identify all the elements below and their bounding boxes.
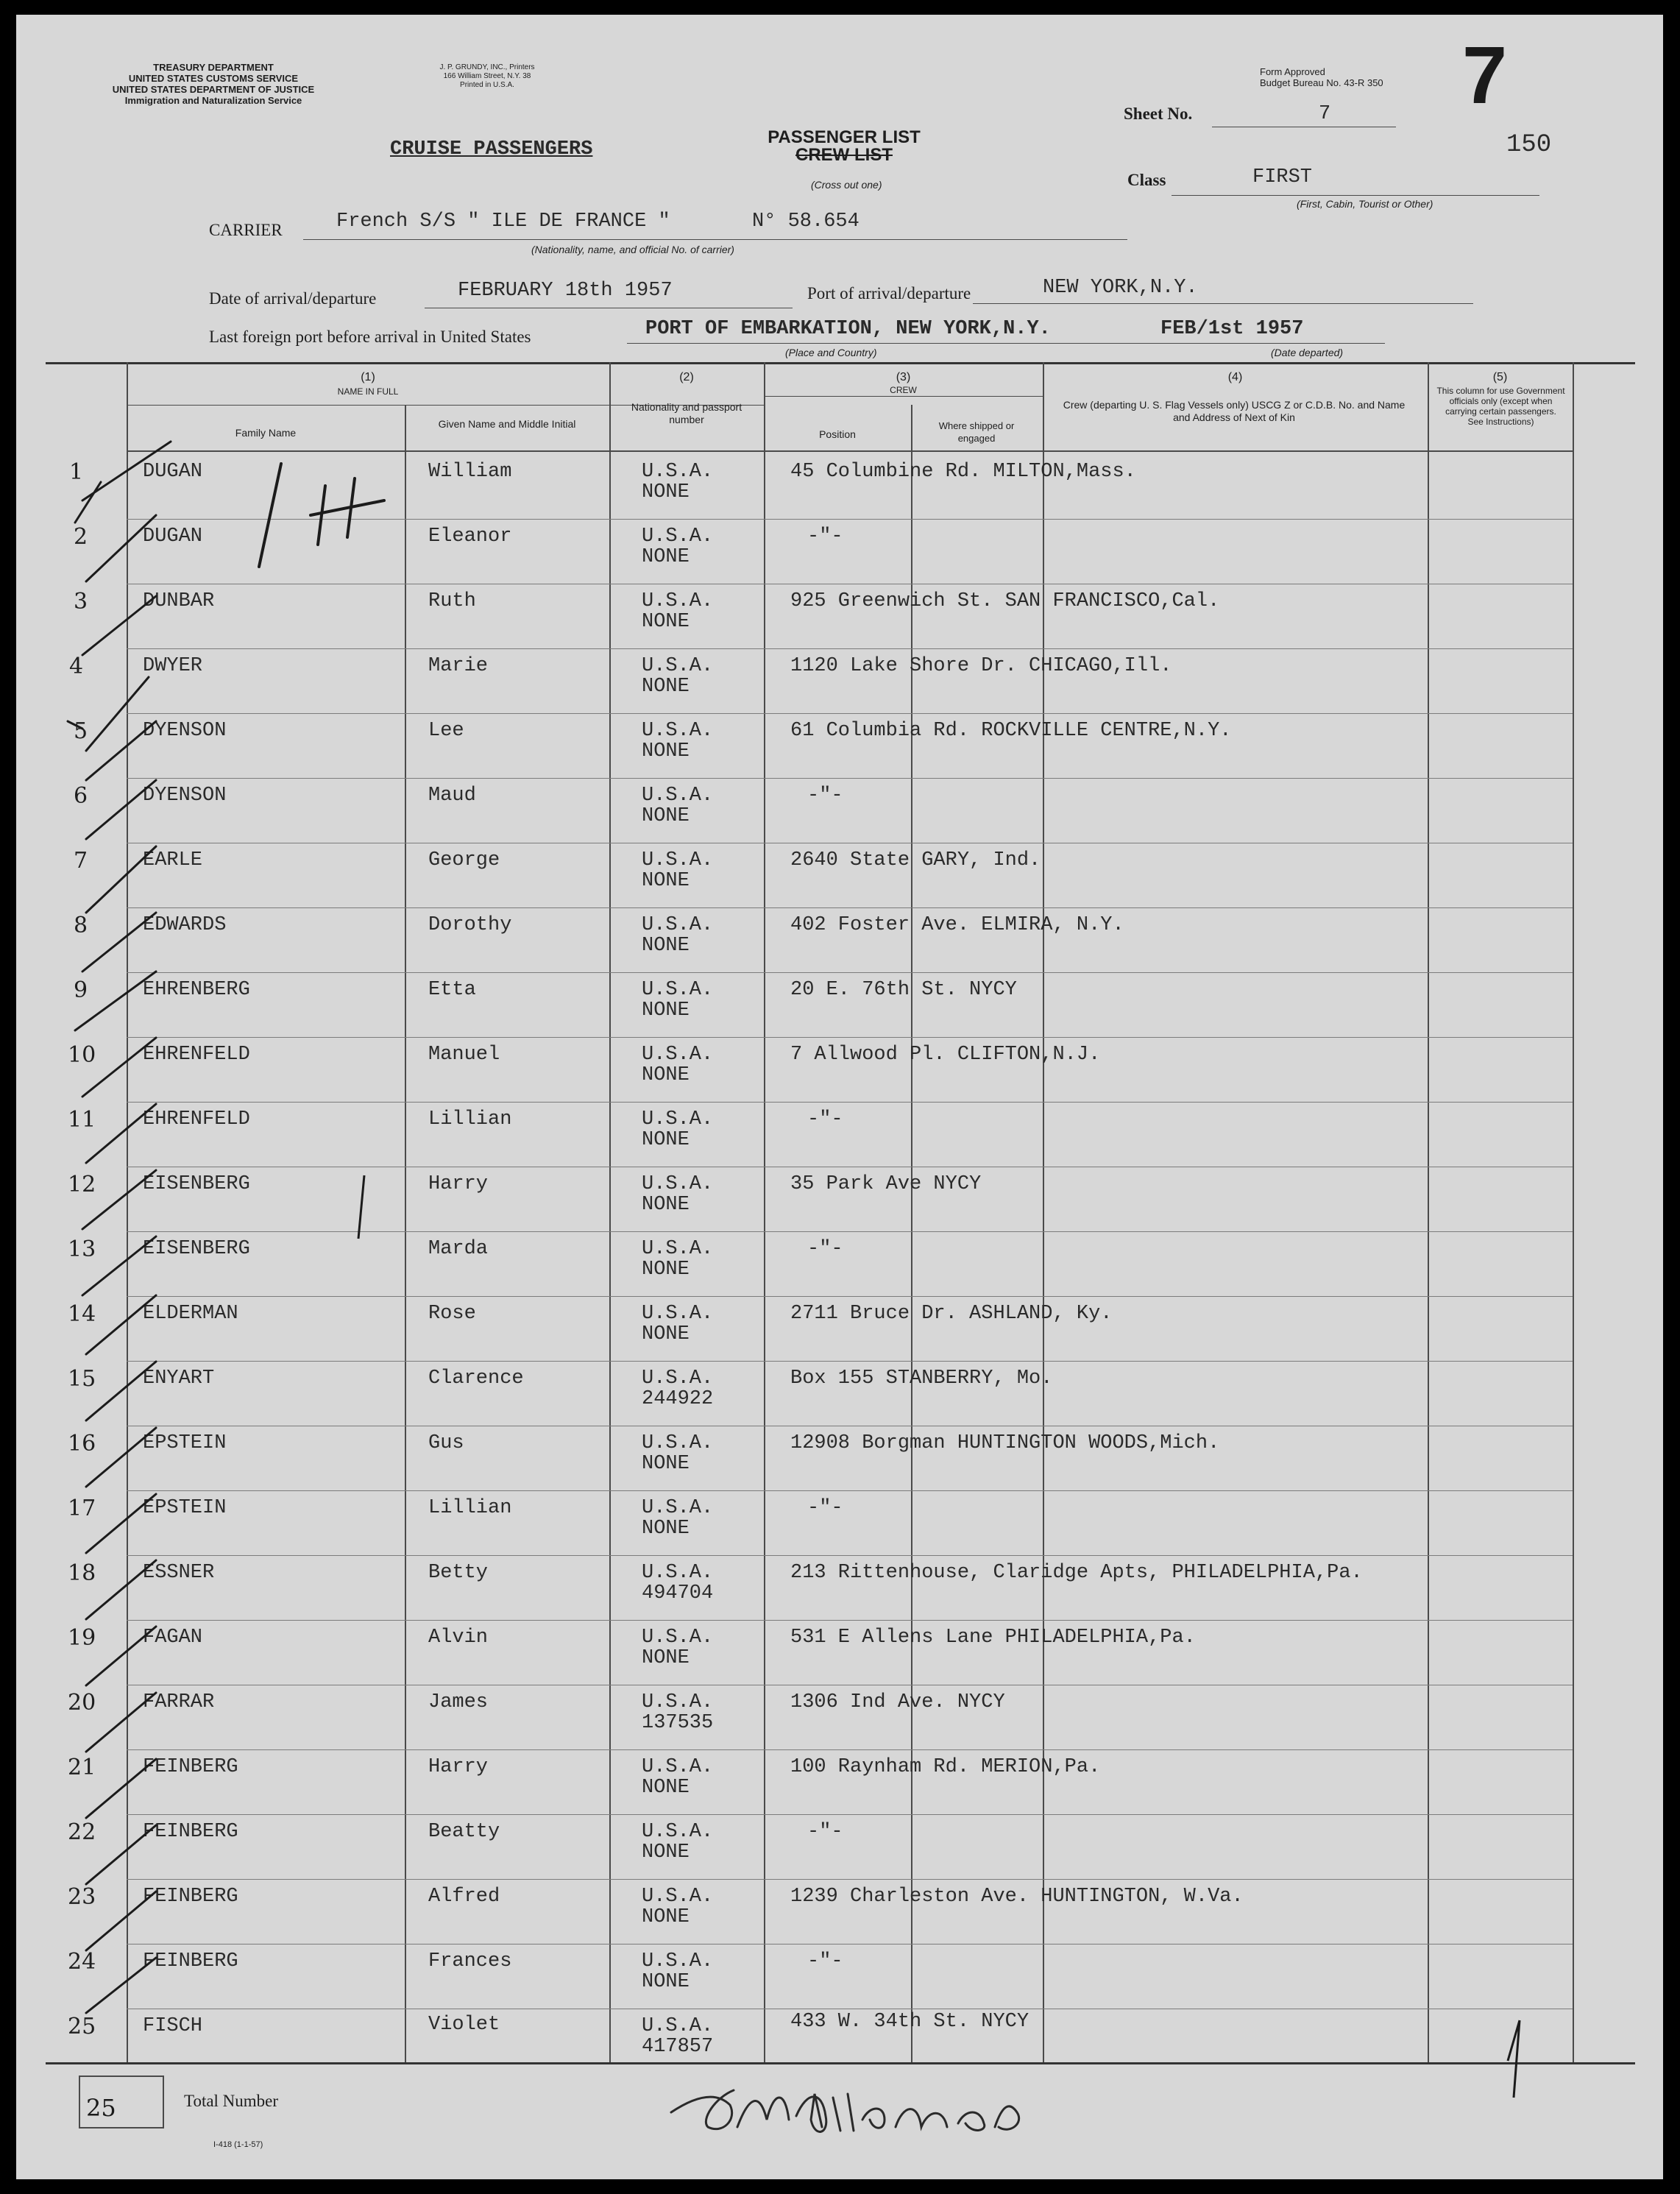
row-number: 3 xyxy=(74,589,88,615)
budget-bureau: Budget Bureau No. 43-R 350 xyxy=(1260,77,1383,88)
passport-cell: NONE xyxy=(642,805,690,827)
family-name-cell: ESSNER xyxy=(143,1562,215,1584)
passport-cell: NONE xyxy=(642,676,690,698)
row-number: 19 xyxy=(68,1625,96,1651)
family-name-cell: EISENBERG xyxy=(143,1238,250,1260)
row-number: 21 xyxy=(68,1755,96,1780)
address-cell: 1306 Ind Ave. NYCY xyxy=(790,1691,1005,1713)
family-name-header: Family Name xyxy=(235,427,297,439)
passenger-list-label: PASSENGER LIST xyxy=(768,127,921,147)
given-name-header: Given Name and Middle Initial xyxy=(438,418,576,430)
passport-cell: NONE xyxy=(642,999,690,1022)
given-name-cell: Violet xyxy=(428,2014,500,2036)
date-label: Date of arrival/departure xyxy=(209,289,377,308)
col5-title: This column for use Government officials only (except when carrying certain passengers. See Instructions) xyxy=(1436,386,1565,427)
nationality-cell: U.S.A. xyxy=(642,1691,714,1713)
given-name-cell: Harry xyxy=(428,1173,489,1195)
row-number: 23 xyxy=(68,1884,96,1910)
dept-line: Immigration and Naturalization Service xyxy=(124,95,302,106)
family-name-cell: EHRENFELD xyxy=(143,1108,250,1130)
given-name-cell: Ruth xyxy=(428,590,476,612)
nationality-cell: U.S.A. xyxy=(642,1173,714,1195)
row-number: 11 xyxy=(68,1107,96,1133)
family-name-cell: FEINBERG xyxy=(143,1821,238,1843)
carrier-value: French S/S " ILE DE FRANCE " xyxy=(336,210,670,233)
cross-out-hint: (Cross out one) xyxy=(811,179,882,191)
col2-title: Nationality and passport number xyxy=(631,401,742,425)
col5-number: (5) xyxy=(1492,371,1508,383)
address-cell: 45 Columbine Rd. MILTON,Mass. xyxy=(790,461,1136,483)
passport-cell: NONE xyxy=(642,546,690,568)
given-name-cell: Lillian xyxy=(428,1497,512,1519)
row-number: 5 xyxy=(74,718,88,744)
family-name-cell: EDWARDS xyxy=(143,914,227,936)
col4-title: Crew (departing U. S. Flag Vessels only) USCG Z or C.D.B. No. and Name and Address of Next of Kin xyxy=(1063,399,1406,423)
family-name-cell: ELDERMAN xyxy=(143,1303,238,1325)
nationality-cell: U.S.A. xyxy=(642,979,714,1001)
row-number: 6 xyxy=(74,783,88,809)
printer-line: 166 William Street, N.Y. 38 xyxy=(443,72,531,80)
last-port-label: Last foreign port before arrival in United States xyxy=(209,328,531,346)
position-header: Position xyxy=(819,428,856,440)
address-cell: 531 E Allens Lane PHILADELPHIA,Pa. xyxy=(790,1627,1196,1649)
family-name-cell: DUNBAR xyxy=(143,590,215,612)
address-cell: 2711 Bruce Dr. ASHLAND, Ky. xyxy=(790,1303,1113,1325)
passport-cell: NONE xyxy=(642,1194,690,1216)
given-name-cell: Clarence xyxy=(428,1367,524,1390)
passport-cell: NONE xyxy=(642,1777,690,1799)
department-block xyxy=(59,62,368,106)
address-cell: 7 Allwood Pl. CLIFTON,N.J. xyxy=(790,1044,1101,1066)
address-cell: 2640 State GARY, Ind. xyxy=(790,849,1041,871)
passport-cell: 137535 xyxy=(642,1712,714,1734)
row-number: 1 xyxy=(69,459,84,485)
nationality-cell: U.S.A. xyxy=(642,655,714,677)
row-number: 2 xyxy=(74,524,88,550)
family-name-cell: EPSTEIN xyxy=(143,1497,227,1519)
given-name-cell: James xyxy=(428,1691,489,1713)
nationality-cell: U.S.A. xyxy=(642,1367,714,1390)
given-name-cell: Manuel xyxy=(428,1044,500,1066)
nationality-cell: U.S.A. xyxy=(642,1821,714,1843)
family-name-cell: DWYER xyxy=(143,655,203,677)
given-name-cell: Beatty xyxy=(428,1821,500,1843)
passport-cell: NONE xyxy=(642,1906,690,1928)
passport-cell: NONE xyxy=(642,1971,690,1993)
nationality-cell: U.S.A. xyxy=(642,1497,714,1519)
row-number: 17 xyxy=(68,1496,96,1521)
given-name-cell: Maud xyxy=(428,785,476,807)
family-name-cell: EPSTEIN xyxy=(143,1432,227,1454)
passport-cell: 494704 xyxy=(642,1582,714,1604)
given-name-cell: Marda xyxy=(428,1238,489,1260)
big-sheet-number: 7 xyxy=(1462,30,1508,121)
given-name-cell: Betty xyxy=(428,1562,489,1584)
given-name-cell: George xyxy=(428,849,500,871)
address-cell: -"- xyxy=(807,785,843,807)
nationality-cell: U.S.A. xyxy=(642,1044,714,1066)
passport-cell: NONE xyxy=(642,1323,690,1345)
passport-cell: NONE xyxy=(642,935,690,957)
address-cell: 12908 Borgman HUNTINGTON WOODS,Mich. xyxy=(790,1432,1220,1454)
family-name-cell: DUGAN xyxy=(143,461,203,483)
row-number: 22 xyxy=(68,1819,96,1845)
nationality-cell: U.S.A. xyxy=(642,785,714,807)
row-number: 25 xyxy=(68,2014,96,2039)
row-number: 18 xyxy=(68,1560,96,1586)
address-cell: 402 Foster Ave. ELMIRA, N.Y. xyxy=(790,914,1124,936)
given-name-cell: Harry xyxy=(428,1756,489,1778)
address-cell: -"- xyxy=(807,1238,843,1260)
form-code: I-418 (1-1-57) xyxy=(213,2140,263,2149)
given-name-cell: Alfred xyxy=(428,1886,500,1908)
passport-cell: NONE xyxy=(642,1518,690,1540)
passport-cell: NONE xyxy=(642,1064,690,1086)
address-cell: 213 Rittenhouse, Claridge Apts, PHILADELPHIA,Pa. xyxy=(790,1562,1363,1584)
family-name-cell: EHRENFELD xyxy=(143,1044,250,1066)
list-title xyxy=(759,129,929,164)
shipped-header: Where shipped or engaged xyxy=(938,420,1015,444)
given-name-cell: Gus xyxy=(428,1432,464,1454)
col3-title: CREW xyxy=(890,385,917,395)
row12-tick xyxy=(351,1174,373,1240)
place-hint: (Place and Country) xyxy=(785,347,877,358)
nationality-cell: U.S.A. xyxy=(642,2015,714,2037)
given-name-cell: Etta xyxy=(428,979,476,1001)
nationality-cell: U.S.A. xyxy=(642,914,714,936)
family-name-cell: ENYART xyxy=(143,1367,215,1390)
given-name-cell: Lillian xyxy=(428,1108,512,1130)
col1-title: NAME IN FULL xyxy=(337,386,399,397)
address-cell: -"- xyxy=(807,1497,843,1519)
address-cell: 35 Park Ave NYCY xyxy=(790,1173,982,1195)
passport-cell: NONE xyxy=(642,611,690,633)
row-number: 9 xyxy=(74,977,88,1003)
col4-number: (4) xyxy=(1227,371,1243,383)
address-cell: 100 Raynham Rd. MERION,Pa. xyxy=(790,1756,1101,1778)
family-name-cell: FISCH xyxy=(143,2015,203,2037)
row-number: 13 xyxy=(68,1236,96,1262)
nationality-cell: U.S.A. xyxy=(642,526,714,548)
col1-number: (1) xyxy=(361,371,375,383)
date-value: FEBRUARY 18th 1957 xyxy=(458,280,673,302)
dept-line: TREASURY DEPARTMENT xyxy=(153,62,274,73)
row-number: 15 xyxy=(68,1366,96,1392)
address-cell: -"- xyxy=(807,1821,843,1843)
nationality-cell: U.S.A. xyxy=(642,1950,714,1972)
passport-cell: 244922 xyxy=(642,1388,714,1410)
carrier-hint: (Nationality, name, and official No. of carrier) xyxy=(531,244,734,255)
row-number: 8 xyxy=(74,913,88,938)
address-cell: 433 W. 34th St. NYCY xyxy=(790,2011,1029,2033)
nationality-cell: U.S.A. xyxy=(642,1432,714,1454)
passport-cell: NONE xyxy=(642,481,690,503)
given-name-cell: Eleanor xyxy=(428,526,512,548)
dept-line: UNITED STATES DEPARTMENT OF JUSTICE xyxy=(112,84,315,95)
family-name-cell: FEINBERG xyxy=(143,1756,238,1778)
last-port-date: FEB/1st 1957 xyxy=(1160,318,1304,340)
family-name-cell: EHRENBERG xyxy=(143,979,250,1001)
row-number: 10 xyxy=(68,1042,96,1068)
passport-cell: NONE xyxy=(642,1647,690,1669)
date-departed-hint: (Date departed) xyxy=(1271,347,1344,358)
dept-line: UNITED STATES CUSTOMS SERVICE xyxy=(128,73,299,84)
printer-line: Printed in U.S.A. xyxy=(460,81,514,89)
address-cell: Box 155 STANBERRY, Mo. xyxy=(790,1367,1053,1390)
nationality-cell: U.S.A. xyxy=(642,1238,714,1260)
total-label: Total Number xyxy=(184,2092,279,2110)
col3-number: (3) xyxy=(896,371,911,383)
class-value: FIRST xyxy=(1252,166,1313,188)
given-name-cell: Frances xyxy=(428,1950,512,1972)
row-number: 4 xyxy=(69,654,84,679)
address-cell: 925 Greenwich St. SAN FRANCISCO,Cal. xyxy=(790,590,1220,612)
nationality-cell: U.S.A. xyxy=(642,590,714,612)
family-name-cell: DYENSON xyxy=(143,720,227,742)
family-name-cell: EARLE xyxy=(143,849,203,871)
row-number: 7 xyxy=(74,848,88,874)
address-cell: 1239 Charleston Ave. HUNTINGTON, W.Va. xyxy=(790,1886,1244,1908)
nationality-cell: U.S.A. xyxy=(642,1886,714,1908)
given-name-cell: Alvin xyxy=(428,1627,489,1649)
margin-tick xyxy=(1492,2017,1536,2105)
family-name-cell: FARRAR xyxy=(143,1691,215,1713)
nationality-cell: U.S.A. xyxy=(642,1562,714,1584)
given-name-cell: William xyxy=(428,461,512,483)
class-hint: (First, Cabin, Tourist or Other) xyxy=(1297,198,1433,210)
crew-list-label: CREW LIST xyxy=(795,145,893,165)
row-number: 24 xyxy=(68,1949,96,1975)
nationality-cell: U.S.A. xyxy=(642,1627,714,1649)
sheet-label: Sheet No. xyxy=(1124,105,1193,123)
address-cell: 1120 Lake Shore Dr. CHICAGO,Ill. xyxy=(790,655,1172,677)
family-name-cell: DUGAN xyxy=(143,526,203,548)
given-name-cell: Rose xyxy=(428,1303,476,1325)
port-value: NEW YORK,N.Y. xyxy=(1043,277,1198,299)
col2-number: (2) xyxy=(679,371,694,383)
address-cell: -"- xyxy=(807,1950,843,1972)
address-cell: -"- xyxy=(807,526,843,548)
family-name-cell: FEINBERG xyxy=(143,1950,238,1972)
family-name-cell: EISENBERG xyxy=(143,1173,250,1195)
row-number: 20 xyxy=(68,1690,96,1716)
address-cell: 20 E. 76th St. NYCY xyxy=(790,979,1017,1001)
nationality-cell: U.S.A. xyxy=(642,1303,714,1325)
family-name-cell: FEINBERG xyxy=(143,1886,238,1908)
passport-cell: NONE xyxy=(642,1453,690,1475)
passport-cell: NONE xyxy=(642,1259,690,1281)
nationality-cell: U.S.A. xyxy=(642,1108,714,1130)
manifest-page xyxy=(16,15,1663,2179)
port-label: Port of arrival/departure xyxy=(807,284,971,302)
nationality-cell: U.S.A. xyxy=(642,720,714,742)
row-number: 12 xyxy=(68,1172,96,1197)
check-marks xyxy=(53,412,244,2031)
nationality-cell: U.S.A. xyxy=(642,1756,714,1778)
sheet-value: 7 xyxy=(1319,103,1331,125)
total-value: 25 xyxy=(86,2094,116,2122)
passport-cell: NONE xyxy=(642,1129,690,1151)
passport-cell: NONE xyxy=(642,870,690,892)
printer-block xyxy=(399,63,575,90)
printer-line: J. P. GRUNDY, INC., Printers xyxy=(439,63,535,71)
row-number: 14 xyxy=(68,1301,96,1327)
stamp-number: 150 xyxy=(1506,131,1552,159)
given-name-cell: Dorothy xyxy=(428,914,512,936)
given-name-cell: Lee xyxy=(428,720,464,742)
family-name-cell: DYENSON xyxy=(143,785,227,807)
nationality-cell: U.S.A. xyxy=(642,461,714,483)
passport-cell: 417857 xyxy=(642,2036,714,2058)
family-name-cell: FAGAN xyxy=(143,1627,203,1649)
passport-cell: NONE xyxy=(642,1841,690,1864)
last-port-value: PORT OF EMBARKATION, NEW YORK,N.Y. xyxy=(645,318,1051,340)
nationality-cell: U.S.A. xyxy=(642,849,714,871)
address-cell: -"- xyxy=(807,1108,843,1130)
passport-cell: NONE xyxy=(642,740,690,762)
given-name-cell: Marie xyxy=(428,655,489,677)
class-label: Class xyxy=(1127,171,1166,189)
address-cell: 61 Columbia Rd. ROCKVILLE CENTRE,N.Y. xyxy=(790,720,1232,742)
cruise-passengers: CRUISE PASSENGERS xyxy=(390,138,593,160)
carrier-official-no: N° 58.654 xyxy=(752,210,860,233)
carrier-label: CARRIER xyxy=(209,221,283,239)
row-number: 16 xyxy=(68,1431,96,1457)
form-approved: Form Approved xyxy=(1260,66,1325,77)
